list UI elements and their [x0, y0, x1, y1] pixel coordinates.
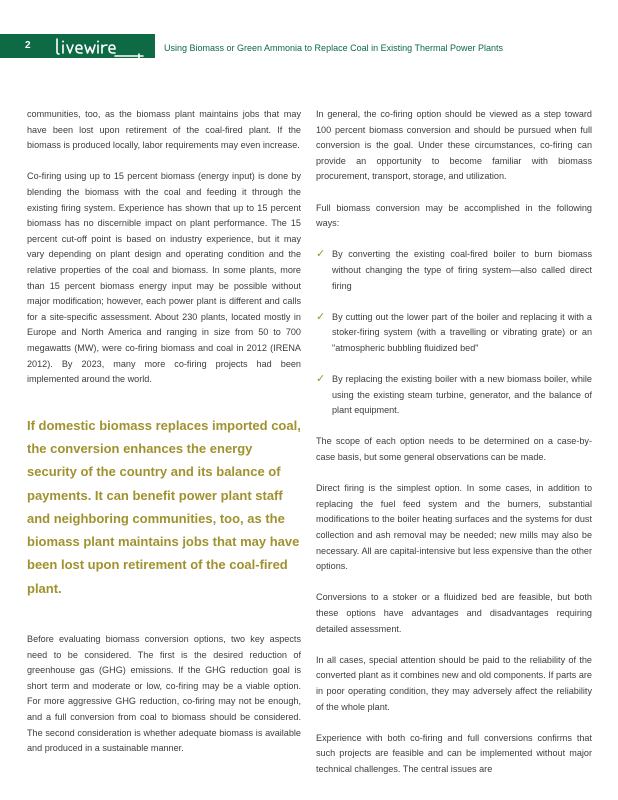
- pull-quote: If domestic biomass replaces imported coal, the conversion enhances the energy security of the country and its balance of payments. It can benefit power plant staff and neighboring communities, too, as the biomass plant maintains jobs that may have been lost upon retirement of the coal-fired plant.: [27, 417, 301, 596]
- list-item: [316, 310, 592, 357]
- right-paragraph-6: In all cases, special attention should be paid to the reliability of the converted plant as it combines new and old components. If parts are in poor operating condition, they may adversely affect the reliability of the whole plant.: [316, 654, 592, 712]
- list-item-text: By replacing the existing boiler with a new biomass boiler, while using the existing steam turbine, generator, and the balance of plant equipment.: [332, 374, 592, 416]
- left-paragraph-2: Co-firing using up to 15 percent biomass (energy input) is done by blending the biomass with the coal and feeding it through the existing firing system. Experience has shown that up to 15 percent biomass has no discernible impact on plant performance. The 15 percent cut-off point is based on industry experience, but it may vary depending on plant design and operating condition and the relative properties of the coal and biomass. In some plants, more than 15 percent biomass energy input may be possible without major modification; however, each power plant is different and calls for a site-specific assessment. About 230 plants, located mostly in Europe and North America and ranging in size from 50 to 700 megawatts (MW), were co-firing biomass and coal in 2012 (IRENA 2012). By 2023, many more co-firing projects had been implemented around the world.: [27, 171, 301, 385]
- page-header: [0, 0, 618, 58]
- right-paragraph-3: The scope of each option needs to be determined on a case-by-case basis, but some general observations can be made.: [316, 436, 592, 463]
- right-paragraph-2: Full biomass conversion may be accomplished in the following ways:: [316, 202, 592, 229]
- page-number: 2: [25, 40, 31, 51]
- list-item-text: By cutting out the lower part of the boiler and replacing it with a stoker-firing system (with a travelling or vibrating grate) or an "atmospheric bubbling fluidized bed": [332, 311, 592, 353]
- left-column: [27, 107, 301, 772]
- checkmark-icon: ✓: [316, 373, 326, 386]
- header-title: Using Biomass or Green Ammonia to Replace Coal in Existing Thermal Power Plants: [164, 43, 503, 53]
- left-paragraph-1: communities, too, as the biomass plant maintains jobs that may have been lost upon retirement of the coal-fired plant. If the biomass is produced locally, labor requirements may even increase.: [27, 109, 301, 151]
- list-item: [316, 247, 592, 294]
- right-paragraph-4: Direct firing is the simplest option. In some cases, in addition to replacing the fuel feed system and the burners, substantial modifications to the boiler heating surfaces and the systems for dust collection and ash removal may be needed; new mills may also be necessary. All are capital-intensive but less expensive than the other options.: [316, 483, 592, 572]
- right-column: [316, 107, 592, 793]
- left-paragraph-3: Before evaluating biomass conversion options, two key aspects need to be considered. The first is the desired reduction of greenhouse gas (GHG) emissions. If the GHG reduction goal is short term and moderate or low, co-firing may be a viable option. For more aggressive GHG reduction, co-firing may not be enough, and a full conversion from coal to biomass should be considered. The second consideration is whether adequate biomass is available and produced in a sustainable manner.: [27, 634, 301, 754]
- checkmark-icon: ✓: [316, 248, 326, 261]
- conversion-options-list: [316, 247, 592, 419]
- list-item: [316, 372, 592, 419]
- live-wire-logo: [54, 36, 146, 58]
- right-paragraph-7: Experience with both co-firing and full conversions confirms that such projects are feasible and can be implemented without major technical challenges. The central issues are: [316, 732, 592, 774]
- checkmark-icon: ✓: [316, 310, 326, 323]
- right-paragraph-5: Conversions to a stoker or a fluidized bed are feasible, but both these options have advantages and disadvantages requiring detailed assessment.: [316, 592, 592, 634]
- right-paragraph-1: In general, the co-firing option should be viewed as a step toward 100 percent biomass conversion and should be pursued when full conversion is the goal. Under these circumstances, co-firing can provide an opportunity to become familiar with biomass procurement, transport, storage, and utilization.: [316, 109, 592, 182]
- list-item-text: By converting the existing coal-fired boiler to burn biomass without changing the type of firing system—also called direct firing: [332, 249, 592, 291]
